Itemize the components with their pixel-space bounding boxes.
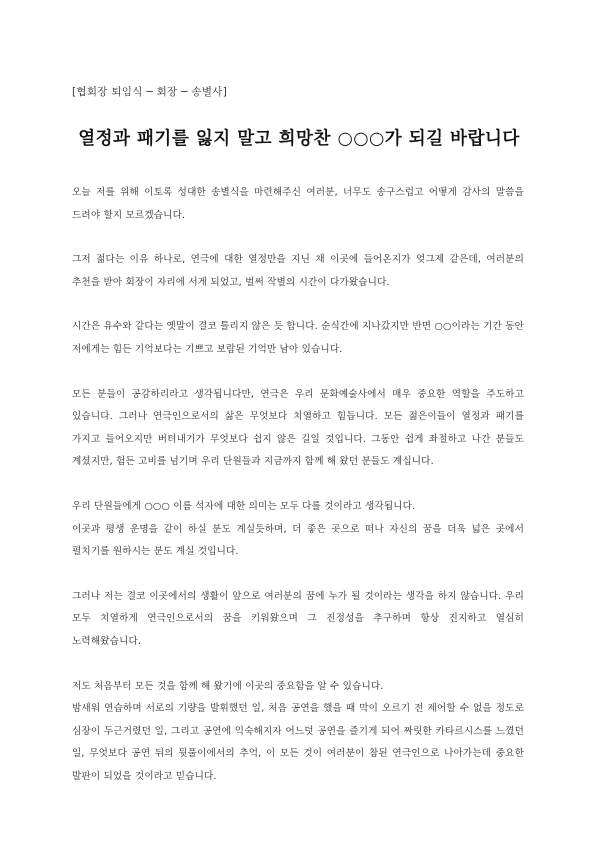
- paragraph-future-paths: 이곳과 평생 운명을 같이 하실 분도 계실듯하며, 더 좋은 곳으로 떠나 자신의 꿈을 더욱 넓은 곳에서 펼치기를 원하시는 분도 계실 것입니다.: [72, 523, 524, 558]
- paragraph-importance: 저도 처음부터 모든 것을 함께 해 왔기에 이곳의 중요함을 알 수 있습니다.: [72, 680, 384, 692]
- paragraph-time-passing: 시간은 유수와 같다는 옛말이 결코 틀리지 않은 듯 합니다. 순식간에 지나갔지만 반면 ○○이라는 기간 동안 저에게는 힘든 기억보다는 기쁘고 보람된 기억만 남아 있습니다.: [72, 321, 524, 355]
- document-category-tag: [협회장 퇴임식 ─ 회장 ─ 송별사]: [72, 86, 228, 98]
- paragraph-theater-role: 모든 분들이 공감하리라고 생각됩니다만, 연극은 우리 문화예술사에서 매우 중요한 역할을 주도하고 있습니다. 그러나 연극인으로서의 삶은 무엇보다 치열하고 힘듭니다. 모든 젊은이들이 열정과 패기를 가지고 들어오지만 버텨내기가 무엇보다 쉽지 않은 길일 것입니다. 그동안 쉽게 좌절하고 나간 분들도 계셨지만, 험든 고비를 넘기며 우리 단원들과 지금까지 함께 해 왔던 분들도 계십니다.: [72, 388, 524, 468]
- paragraph-memories: 밤새워 연습하며 서로의 기량을 발휘했던 일, 처음 공연을 했을 때 막이 오르기 전 제어할 수 없을 정도로 심장이 두근거렸던 일, 그리고 공연에 익숙해지자 어느덧 공연을 즐기게 되어 짜릿한 카타르시스를 느꼈던 일, 무엇보다 공연 뒤의 뒷풀이에서의 추억, 이 모든 것이 여러분이 참된 연극인으로 나아가는데 중요한 발판이 되었을 것이라고 믿습니다.: [72, 703, 524, 782]
- document-body: [72, 182, 524, 810]
- paragraph-greeting: 오늘 저를 위해 이토록 성대한 송별식을 마련해주신 여러분, 너무도 송구스럽고 어떻게 감사의 말씀을 드려야 할지 모르겠습니다.: [72, 187, 524, 221]
- paragraph-appointment: 그저 젊다는 이유 하나로, 연극에 대한 열정만을 지닌 채 이곳에 들어온지가 엊그제 같은데, 여러분의 추천을 받아 회장이 자리에 서게 되었고, 벌써 작별의 시간이 다가왔습니다.: [72, 254, 524, 288]
- paragraph-dreams: 그러나 저는 결코 이곳에서의 생활이 앞으로 여러분의 꿈에 누가 될 것이라는 생각을 하지 않습니다. 우리 모두 치열하게 연극인으로서의 꿈을 키워왔으며 그 진정성을 추구하며 항상 진지하고 열심히 노력해왔습니다.: [72, 590, 524, 647]
- paragraph-name-meaning: 우리 단원들에게 ○○○ 이름 석자에 대한 의미는 모두 다를 것이라고 생각됩니다.: [72, 500, 416, 512]
- page-title: 열정과 패기를 잃지 말고 희망찬 ○○○가 되길 바랍니다: [78, 129, 520, 149]
